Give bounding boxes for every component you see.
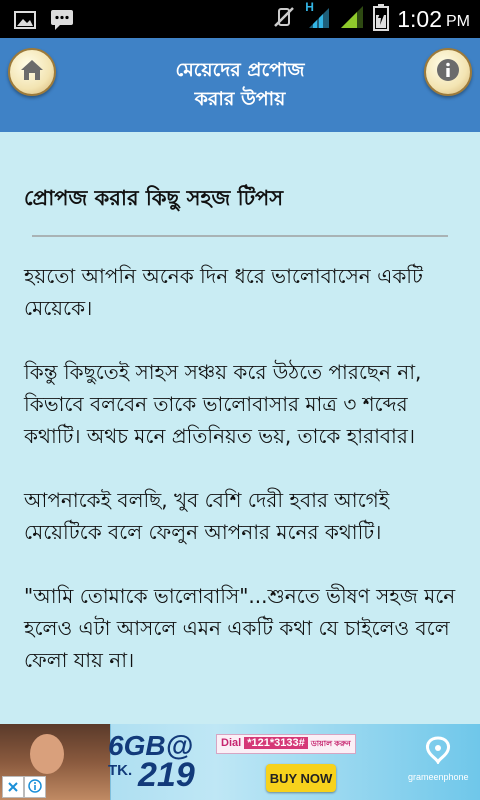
chat-icon [50, 9, 74, 35]
divider [32, 235, 448, 237]
image-icon [14, 10, 36, 34]
info-button[interactable] [424, 48, 472, 96]
grameenphone-icon [420, 734, 456, 764]
close-x-icon [7, 778, 19, 797]
app-title-line1: মেয়েদের প্রপোজ [175, 59, 305, 81]
article-content[interactable] [0, 132, 480, 724]
ad-close-button[interactable] [2, 776, 24, 798]
network-type-label: H [305, 0, 314, 14]
ad-currency: TK. [108, 762, 133, 779]
app-title-line2: করার উপায় [194, 88, 286, 110]
ad-brand-name: grameenphone [408, 772, 469, 782]
ad-price: 219 [138, 756, 195, 794]
info-icon [436, 58, 460, 86]
home-button[interactable] [8, 48, 56, 96]
ad-info-button[interactable] [24, 776, 46, 798]
article-body [24, 260, 456, 708]
ad-dial-code: *121*3133# [244, 737, 308, 749]
ad-dial-box [216, 734, 356, 754]
ad-model-face [30, 734, 64, 774]
mute-vibrate-icon [271, 4, 297, 34]
article-paragraph: আপনাকেই বলছি, খুব বেশি দেরী হবার আগেই মেয়েটিকে বলে ফেলুন আপনার মনের কথাটি। [24, 488, 390, 544]
grameenphone-logo [408, 734, 468, 782]
clock-ampm: PM [446, 12, 470, 30]
ad-info-icon [28, 778, 42, 797]
clock-time: 1:02 [397, 5, 442, 32]
article-heading: প্রোপজ করার কিছু সহজ টিপস [24, 186, 284, 210]
ad-banner[interactable] [0, 724, 480, 800]
battery-icon [373, 3, 389, 35]
app-header [0, 38, 480, 132]
article-paragraph: কিন্তু কিছুতেই সাহস সঞ্চয় করে উঠতে পারছেন না, কিভাবে বলবেন তাকে ভালোবাসার মাত্র ৩ শব্দের কথাটি। অথচ মনে প্রতিনিয়ত ভয়, তাকে হারাবার। [24, 360, 422, 448]
ad-data-amount: 6GB@ [108, 730, 193, 761]
article-paragraph: হয়তো আপনি অনেক দিন ধরে ভালোবাসেন একটি মেয়েকে। [24, 264, 423, 320]
app-title [80, 56, 400, 114]
status-bar [0, 0, 480, 38]
signal-icon [305, 0, 331, 34]
signal-icon-2 [339, 4, 365, 34]
buy-now-button[interactable]: BUY NOW [266, 764, 336, 792]
home-icon [19, 58, 45, 86]
article-paragraph: "আমি তোমাকে ভালোবাসি"...শুনতে ভীষণ সহজ মনে হলেও এটা আসলে এমন একটি কথা যে চাইলেও বলে ফেলা যায় না। [24, 584, 456, 672]
ad-dial-suffix: ডায়াল করুন [310, 739, 351, 748]
ad-dial-label: Dial [221, 737, 242, 749]
